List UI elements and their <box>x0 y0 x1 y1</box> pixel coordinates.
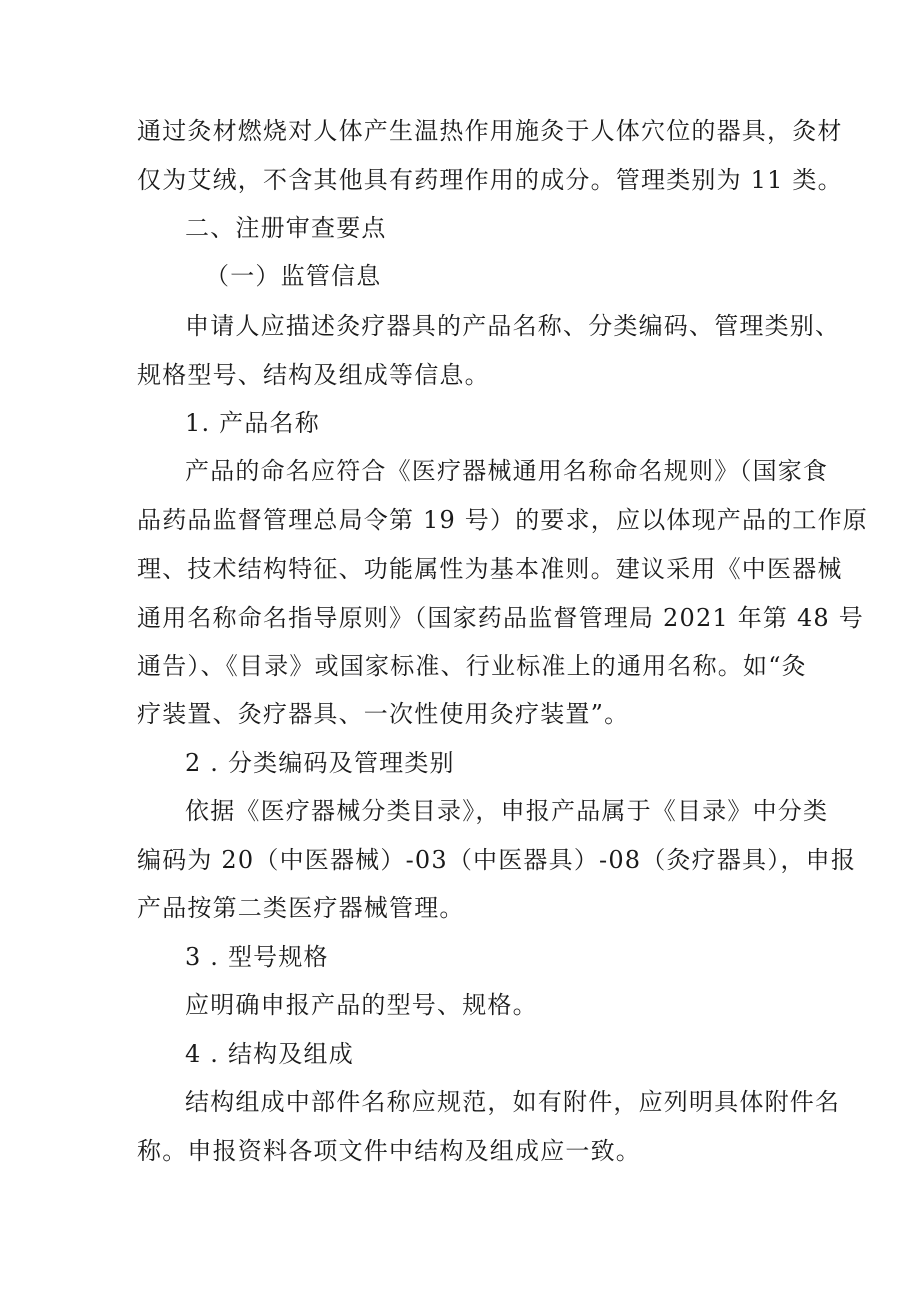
item-heading: 4 . 结构及组成 <box>185 1040 354 1068</box>
paragraph-line: 编码为 20（中医器械）-03（中医器具）-08（灸疗器具），申报 <box>137 846 857 874</box>
paragraph-line: 申请人应描述灸疗器具的产品名称、分类编码、管理类别、 <box>185 312 841 340</box>
paragraph-line: 依据《医疗器械分类目录》，申报产品属于《目录》中分类 <box>185 797 829 825</box>
paragraph-line: 通过灸材燃烧对人体产生温热作用施灸于人体穴位的器具，灸材 <box>137 117 843 145</box>
item-heading: 1. 产品名称 <box>185 409 320 437</box>
item-heading: 3 . 型号规格 <box>185 943 329 971</box>
paragraph-line: 仅为艾绒，不含其他具有药理作用的成分。管理类别为 11 类。 <box>137 166 843 194</box>
paragraph-line: 产品按第二类医疗器械管理。 <box>137 894 465 922</box>
paragraph-line: 产品的命名应符合《医疗器械通用名称命名规则》（国家食 <box>185 457 829 485</box>
subsection-heading: （一）监管信息 <box>205 262 382 290</box>
paragraph-line: 疗装置、灸疗器具、一次性使用灸疗装置”。 <box>137 700 630 728</box>
paragraph-line: 规格型号、结构及组成等信息。 <box>137 361 490 389</box>
paragraph-line: 品药品监督管理总局令第 19 号）的要求，应以体现产品的工作原 <box>137 506 868 534</box>
paragraph-line: 称。申报资料各项文件中结构及组成应一致。 <box>137 1137 641 1165</box>
paragraph-line: 结构组成中部件名称应规范，如有附件，应列明具体附件名 <box>185 1088 841 1116</box>
paragraph-line: 应明确申报产品的型号、规格。 <box>185 991 538 1019</box>
paragraph-line: 理、技术结构特征、功能属性为基本准则。建议采用《中医器械 <box>137 555 843 583</box>
item-heading: 2 . 分类编码及管理类别 <box>185 749 455 777</box>
paragraph-line: 通用名称命名指导原则》（国家药品监督管理局 2021 年第 48 号 <box>137 604 864 632</box>
paragraph-line: 通告）、《目录》或国家标准、行业标准上的通用名称。如“灸 <box>137 652 807 680</box>
section-heading: 二、注册审查要点 <box>185 214 387 242</box>
